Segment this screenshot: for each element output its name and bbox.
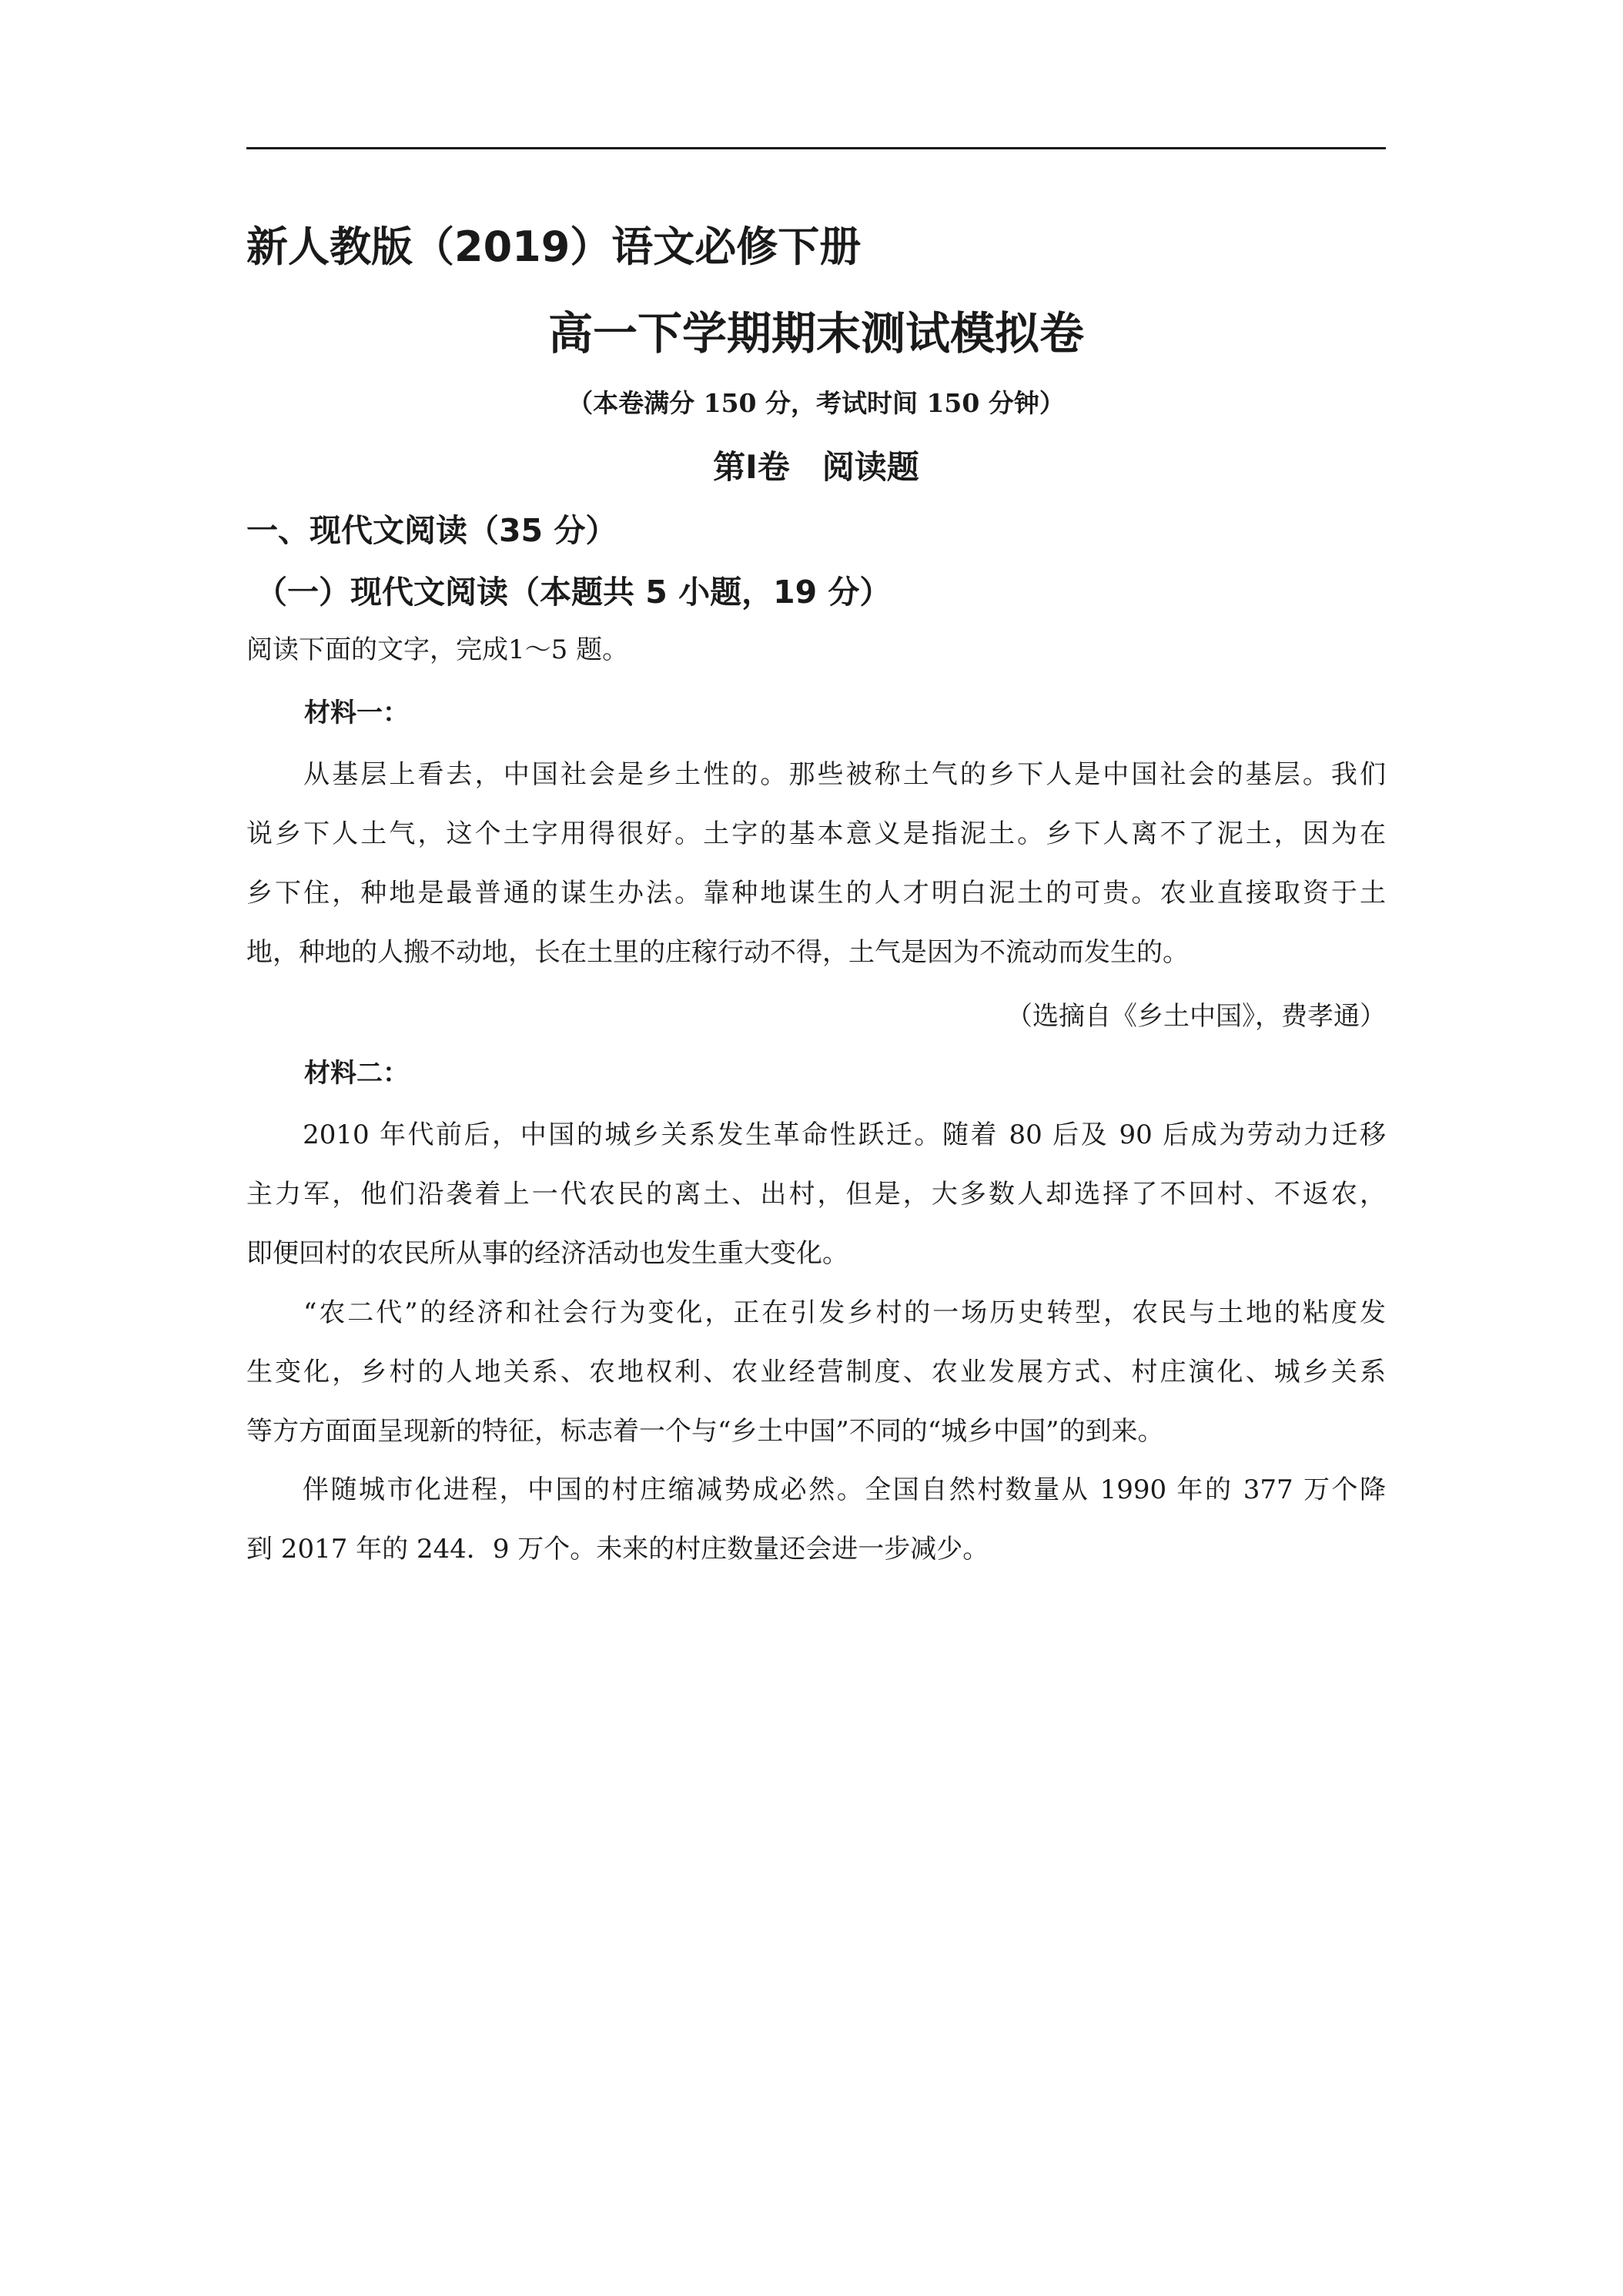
paragraph-line: 伴随城市化进程，中国的村庄缩减势成必然。全国自然村数量从 1990 年的 377 万个降: [246, 1474, 1386, 1505]
paragraph-line: 即便回村的农民所从事的经济活动也发生重大变化。: [246, 1238, 848, 1269]
paragraph-line: 说乡下人土气，这个土字用得很好。土字的基本意义是指泥土。乡下人离不了泥土，因为在: [246, 818, 1386, 849]
paragraph-line: 等方方面面呈现新的特征，标志着一个与“乡土中国”不同的“城乡中国”的到来。: [246, 1416, 1164, 1447]
paragraph-line: 乡下住，种地是最普通的谋生办法。靠种地谋生的人才明白泥土的可贵。农业直接取资于土: [246, 878, 1386, 909]
material-two-paragraph-1: [246, 1106, 1386, 1284]
paragraph-line: 生变化，乡村的人地关系、农地权利、农业经营制度、农业发展方式、村庄演化、城乡关系: [246, 1357, 1386, 1387]
section-title: 一、现代文阅读（35 分）: [246, 512, 617, 549]
paragraph-line: 地，种地的人搬不动地，长在土里的庄稼行动不得，土气是因为不流动而发生的。: [246, 937, 1189, 968]
series-title: 新人教版（2019）语文必修下册: [246, 223, 862, 271]
exam-title: 高一下学期期末测试模拟卷: [547, 307, 1084, 360]
material-two-label: 材料二：: [304, 1058, 409, 1089]
material-two-paragraph-2: [246, 1284, 1386, 1461]
volume-title: 第Ⅰ卷 阅读题: [713, 448, 919, 486]
paragraph-line: “农二代”的经济和社会行为变化，正在引发乡村的一场历史转型，农民与土地的粘度发: [246, 1297, 1386, 1328]
material-one-paragraph: [246, 745, 1386, 982]
reading-instruction: 阅读下面的文字，完成1～5 题。: [246, 634, 629, 665]
material-two-paragraph-3: [246, 1461, 1386, 1579]
paragraph-line: 主力军，他们沿袭着上一代农民的离土、出村，但是，大多数人却选择了不回村、不返农，: [246, 1179, 1386, 1210]
header-rule: [246, 147, 1386, 149]
material-one-source: （选摘自《乡土中国》，费孝通）: [1006, 1001, 1386, 1032]
paragraph-line: 从基层上看去，中国社会是乡土性的。那些被称土气的乡下人是中国社会的基层。我们: [246, 759, 1386, 790]
exam-note: （本卷满分 150 分，考试时间 150 分钟）: [567, 388, 1065, 418]
paragraph-line: 2010 年代前后，中国的城乡关系发生革命性跃迁。随着 80 后及 90 后成为劳动力迁移: [246, 1120, 1386, 1150]
paragraph-line: 到 2017 年的 244．9 万个。未来的村庄数量还会进一步减少。: [246, 1534, 989, 1565]
material-one-label: 材料一：: [304, 698, 409, 728]
subsection-title: （一）现代文阅读（本题共 5 小题，19 分）: [256, 574, 892, 611]
